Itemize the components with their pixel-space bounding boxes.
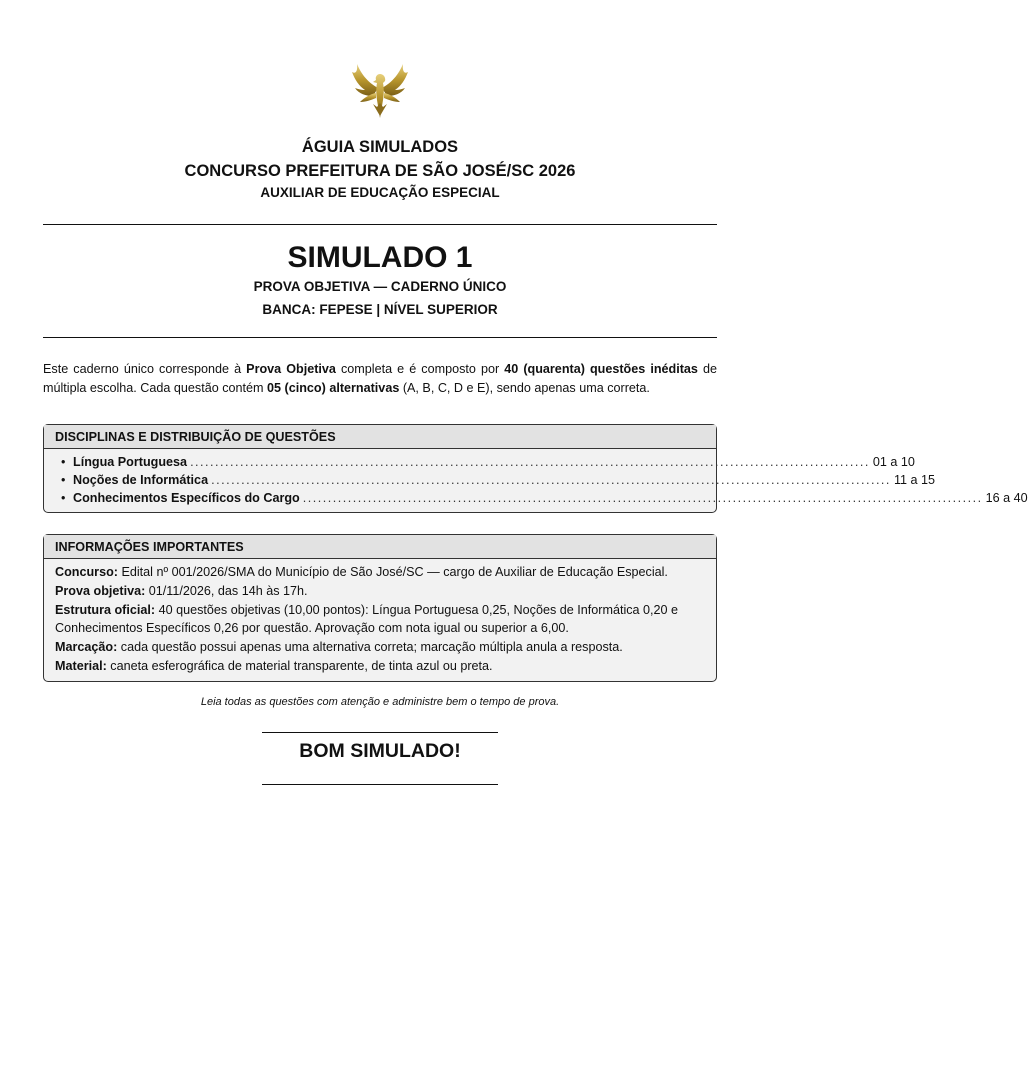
leader-dots: ........................................................................................................................................ <box>302 491 983 505</box>
discipline-name: Noções de Informática <box>73 473 209 487</box>
intro-text-2: completa e é composto por <box>335 362 505 376</box>
info-text: 01/11/2026, das 14h às 17h. <box>145 584 308 598</box>
role-title: AUXILIAR DE EDUCAÇÃO ESPECIAL <box>260 185 500 200</box>
leader-dots: ........................................................................................................................................ <box>190 455 870 469</box>
info-text: caneta esferográfica de material transparente, de tinta azul ou preta. <box>106 659 493 673</box>
logo <box>43 60 717 122</box>
closing-message: BOM SIMULADO! <box>299 740 461 762</box>
discipline-range: 01 a 10 <box>872 455 915 469</box>
info-label: Prova objetiva: <box>55 584 146 598</box>
divider-top <box>43 224 717 225</box>
disciplines-box <box>43 424 1028 513</box>
discipline-name: Língua Portuguesa <box>73 455 188 469</box>
brand-name: ÁGUIA SIMULADOS <box>301 138 459 156</box>
info-label: Estrutura oficial: <box>55 603 156 617</box>
bullet-icon: • <box>61 473 66 487</box>
exam-board: BANCA: FEPESE | NÍVEL SUPERIOR <box>262 302 498 317</box>
list-item <box>55 471 936 489</box>
bullet-icon: • <box>61 491 66 505</box>
contest-title: CONCURSO PREFEITURA DE SÃO JOSÉ/SC 2026 <box>184 162 576 180</box>
discipline-range: 11 a 15 <box>893 473 936 487</box>
info-text: Edital nº 001/2026/SMA do Município de São José/SC — cargo de Auxiliar de Educação Especial. <box>117 565 668 579</box>
list-item <box>55 489 1028 507</box>
reading-note: Leia todas as questões com atenção e administre bem o tempo de prova. <box>200 696 560 708</box>
intro-bold-3: 05 (cinco) alternativas <box>267 381 400 395</box>
intro-paragraph <box>43 360 717 398</box>
closing-divider-bottom <box>262 784 498 785</box>
intro-bold-2: 40 (quarenta) questões inéditas <box>504 362 698 376</box>
exam-subtitle: PROVA OBJETIVA — CADERNO ÚNICO <box>253 279 507 294</box>
info-label: Marcação: <box>55 640 118 654</box>
eagle-logo-icon <box>349 60 411 120</box>
info-item <box>55 638 705 656</box>
info-label: Concurso: <box>55 565 118 579</box>
info-item <box>55 563 705 581</box>
info-label: Material: <box>55 659 107 673</box>
intro-text-4: (A, B, C, D e E), sendo apenas uma correta. <box>399 381 650 395</box>
divider-bottom <box>43 337 717 338</box>
info-text: cada questão possui apenas uma alternativa correta; marcação múltipla anula a resposta. <box>117 640 623 654</box>
info-item <box>55 657 705 675</box>
closing-divider-top <box>262 732 498 733</box>
intro-bold-1: Prova Objetiva <box>246 362 336 376</box>
page-title: SIMULADO 1 <box>287 241 473 274</box>
discipline-name: Conhecimentos Específicos do Cargo <box>73 491 300 505</box>
info-item <box>55 601 705 637</box>
exam-title-block <box>43 240 717 319</box>
info-heading: INFORMAÇÕES IMPORTANTES <box>44 535 716 559</box>
info-text: 40 questões objetivas (10,00 pontos): Língua Portuguesa 0,25, Noções de Informática 0,20 e Conhecimentos Específicos 0,26 por questão. Aprovação com nota igual ou superior a 6,00. <box>55 603 679 635</box>
disciplines-list <box>44 449 1028 512</box>
intro-text-3: de múltipla escolha. Cada questão contém <box>43 362 717 395</box>
leader-dots: ........................................................................................................................................ <box>211 473 891 487</box>
info-item <box>55 582 705 600</box>
list-item <box>55 453 915 471</box>
info-box <box>43 534 717 682</box>
header <box>43 137 717 202</box>
info-list <box>44 559 716 681</box>
intro-text-1: Este caderno único corresponde à <box>43 362 247 376</box>
bullet-icon: • <box>61 455 66 469</box>
disciplines-heading: DISCIPLINAS E DISTRIBUIÇÃO DE QUESTÕES <box>44 425 716 449</box>
discipline-range: 16 a 40 <box>985 491 1028 505</box>
